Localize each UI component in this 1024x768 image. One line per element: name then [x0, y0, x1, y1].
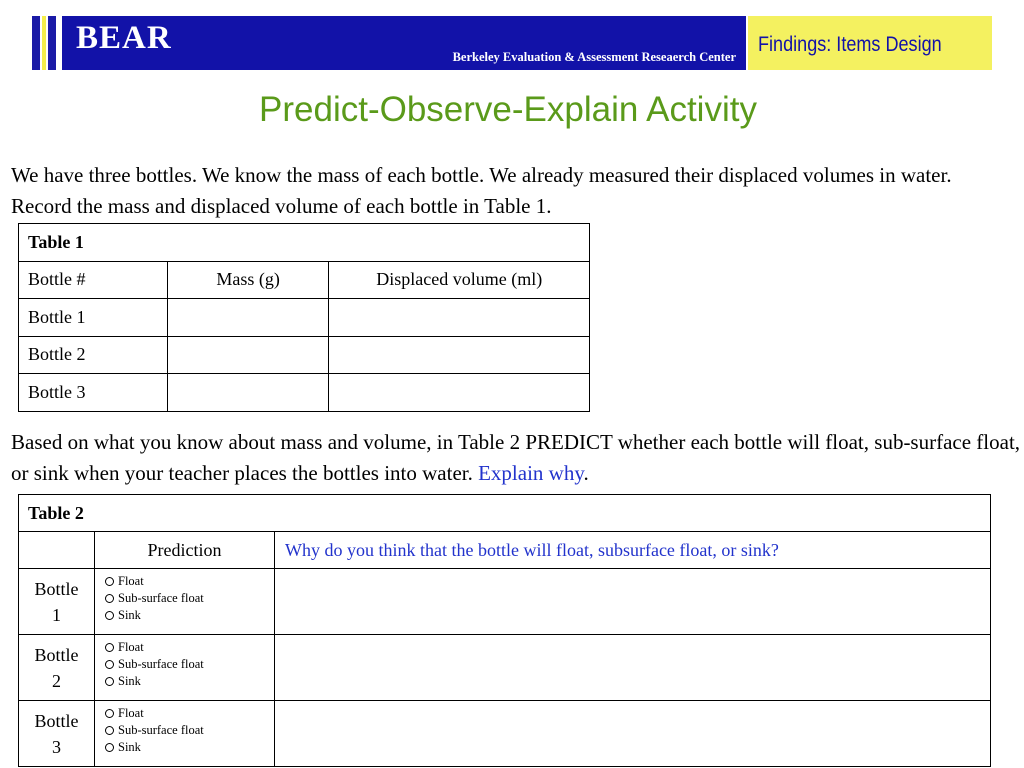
table-row [19, 374, 590, 412]
table-2-header-blank [19, 532, 95, 569]
option-label: Sink [118, 674, 141, 688]
volume-cell[interactable] [329, 374, 590, 412]
radio-circle-icon[interactable] [105, 660, 114, 669]
option-label: Sink [118, 608, 141, 622]
option-sink[interactable] [105, 739, 274, 756]
option-float[interactable] [105, 705, 274, 722]
explanation-cell[interactable] [275, 569, 991, 635]
prediction-options [95, 569, 274, 634]
table-1-header-bottle: Bottle # [19, 261, 168, 299]
row-label: Bottle 2 [19, 336, 168, 374]
table-row [19, 701, 991, 767]
row-label-line: 2 [52, 670, 61, 691]
banner-stripe [32, 16, 40, 70]
predict-text: Based on what you know about mass and volume, in Table 2 PREDICT whether each bottle will float, sub-surface float, or sink when your teacher places the bottles into water. [11, 430, 1021, 485]
table-2 [18, 494, 991, 767]
option-label: Float [118, 640, 144, 654]
radio-circle-icon[interactable] [105, 594, 114, 603]
table-1-header-volume: Displaced volume (ml) [329, 261, 590, 299]
radio-circle-icon[interactable] [105, 709, 114, 718]
row-label [19, 701, 95, 767]
header-banner [32, 16, 992, 70]
intro-paragraph: We have three bottles. We know the mass of each bottle. We already measured their displaced volumes in water. Record the mass and displaced volume of each bottle in Table 1. [11, 163, 952, 218]
row-label-line: Bottle [34, 710, 79, 731]
predict-paragraph [11, 427, 1021, 489]
row-label: Bottle 1 [19, 299, 168, 337]
table-row [19, 635, 991, 701]
row-label [19, 569, 95, 635]
banner-logo-panel [62, 16, 746, 70]
radio-circle-icon[interactable] [105, 643, 114, 652]
row-label: Bottle 3 [19, 374, 168, 412]
bear-logo: BEAR [76, 20, 172, 56]
banner-subtitle: Berkeley Evaluation & Assessment Reseaerch Center [452, 50, 736, 64]
prediction-options [95, 701, 274, 766]
prediction-cell [95, 635, 275, 701]
volume-cell[interactable] [329, 336, 590, 374]
row-label [19, 635, 95, 701]
prediction-options [95, 635, 274, 700]
option-float[interactable] [105, 573, 274, 590]
prediction-cell [95, 569, 275, 635]
radio-circle-icon[interactable] [105, 677, 114, 686]
option-sink[interactable] [105, 673, 274, 690]
section-label: Findings: Items Design [758, 33, 942, 56]
option-sub-surface-float[interactable] [105, 722, 274, 739]
radio-circle-icon[interactable] [105, 726, 114, 735]
table-2-header-why: Why do you think that the bottle will float, subsurface float, or sink? [275, 532, 991, 569]
option-label: Sink [118, 740, 141, 754]
row-label-line: Bottle [34, 644, 79, 665]
mass-cell[interactable] [167, 374, 329, 412]
option-label: Float [118, 706, 144, 720]
option-float[interactable] [105, 639, 274, 656]
banner-stripe [48, 16, 56, 70]
table-1-header-mass: Mass (g) [167, 261, 329, 299]
table-row [19, 336, 590, 374]
explain-why-text: Explain why [478, 461, 584, 485]
mass-cell[interactable] [167, 299, 329, 337]
option-label: Sub-surface float [118, 591, 204, 605]
option-label: Sub-surface float [118, 657, 204, 671]
prediction-cell [95, 701, 275, 767]
table-1-caption: Table 1 [19, 224, 590, 262]
explanation-cell[interactable] [275, 701, 991, 767]
banner-section-panel [748, 16, 992, 70]
table-row [19, 299, 590, 337]
row-label-line: Bottle [34, 578, 79, 599]
banner-stripe [42, 16, 46, 70]
radio-circle-icon[interactable] [105, 577, 114, 586]
radio-circle-icon[interactable] [105, 743, 114, 752]
option-sink[interactable] [105, 607, 274, 624]
page-title: Predict-Observe-Explain Activity [259, 90, 757, 129]
row-label-line: 1 [52, 604, 61, 625]
option-sub-surface-float[interactable] [105, 656, 274, 673]
mass-cell[interactable] [167, 336, 329, 374]
row-label-line: 3 [52, 736, 61, 757]
radio-circle-icon[interactable] [105, 611, 114, 620]
explanation-cell[interactable] [275, 635, 991, 701]
table-row [19, 569, 991, 635]
table-2-caption: Table 2 [19, 495, 991, 532]
option-sub-surface-float[interactable] [105, 590, 274, 607]
predict-period: . [583, 461, 589, 485]
table-1 [18, 223, 590, 412]
table-2-header-prediction: Prediction [95, 532, 275, 569]
option-label: Float [118, 574, 144, 588]
option-label: Sub-surface float [118, 723, 204, 737]
volume-cell[interactable] [329, 299, 590, 337]
